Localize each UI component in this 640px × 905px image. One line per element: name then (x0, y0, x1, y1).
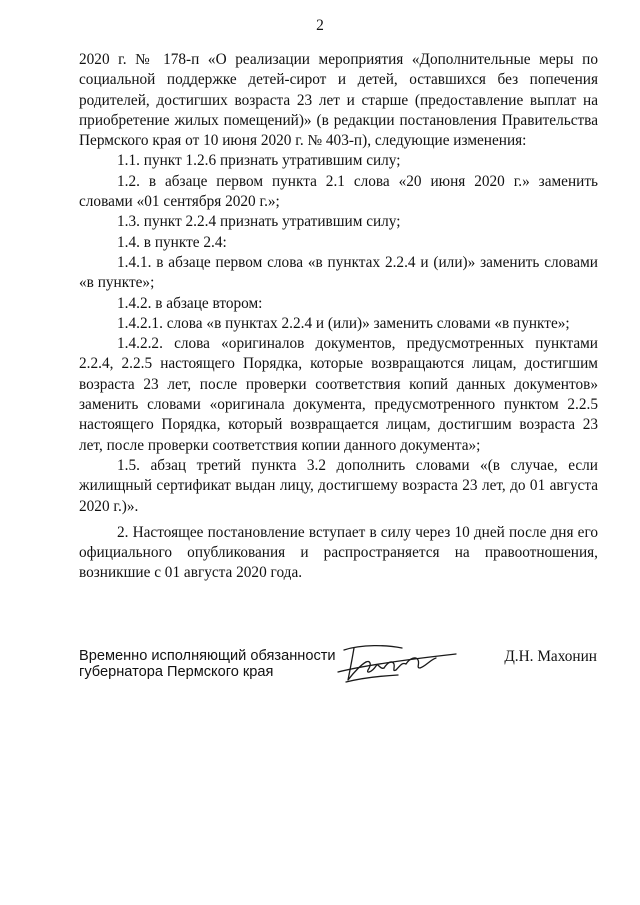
paragraph-item-1-4-2: 1.4.2. в абзаце втором: (117, 294, 263, 312)
handwritten-signature (332, 642, 462, 686)
paragraph-item-1-5: 1.5. абзац третий пункта 3.2 дополнить словами «(в случае, если жилищный сертификат выдан лицу, достигшему возраста 23 лет, до 01 августа 2020 г.)». (79, 456, 598, 515)
signatory-title-line-1: Временно исполняющий обязанности (79, 648, 336, 664)
paragraph-item-1-3: 1.3. пункт 2.2.4 признать утратившим силу; (117, 213, 401, 231)
signatory-title-line-2: губернатора Пермского края (79, 664, 274, 680)
signatory-title (79, 648, 339, 680)
page-number: 2 (316, 17, 324, 34)
document-body (79, 50, 598, 584)
paragraph-item-1-4: 1.4. в пункте 2.4: (117, 233, 227, 251)
paragraph-intro: 2020 г. № 178-п «О реализации мероприятия «Дополнительные меры по социальной поддержке детей-сирот и детей, оставшихся без попечения родителей, достигших возраста 23 лет и старше (предоставление выплат на приобретение жилых помещений)» (в редакции постановления Правительства Пермского края от 10 июня 2020 г. № 403-п), следующие изменения: (79, 51, 598, 150)
paragraph-item-1-2: 1.2. в абзаце первом пункта 2.1 слова «20 июня 2020 г.» заменить словами «01 сентября 2020 г.»; (79, 172, 598, 211)
paragraph-item-1-4-1: 1.4.1. в абзаце первом слова «в пунктах 2.2.4 и (или)» заменить словами «в пункте»; (79, 253, 598, 292)
paragraph-item-2: 2. Настоящее постановление вступает в силу через 10 дней после дня его официального опубликования и распространяется на правоотношения, возникшие с 01 августа 2020 года. (79, 523, 598, 582)
signatory-name: Д.Н. Махонин (504, 648, 597, 665)
paragraph-item-1-4-2-2: 1.4.2.2. слова «оригиналов документов, предусмотренных пунктами 2.2.4, 2.2.5 настоящего Порядка, которые возвращаются лицам, достигшим возраста 23 лет, после проверки соответствия копий данных документов» заменить словами «оригинала документа, предусмотренного пунктом 2.2.5 настоящего Порядка, который возвращается лицам, достигшим возраста 23 лет, после проверки соответствия копии данного документа»; (79, 335, 598, 454)
paragraph-item-1-1: 1.1. пункт 1.2.6 признать утратившим силу; (117, 152, 401, 170)
paragraph-item-1-4-2-1: 1.4.2.1. слова «в пунктах 2.2.4 и (или)» заменить словами «в пункте»; (117, 314, 570, 332)
signature-block (79, 648, 599, 688)
